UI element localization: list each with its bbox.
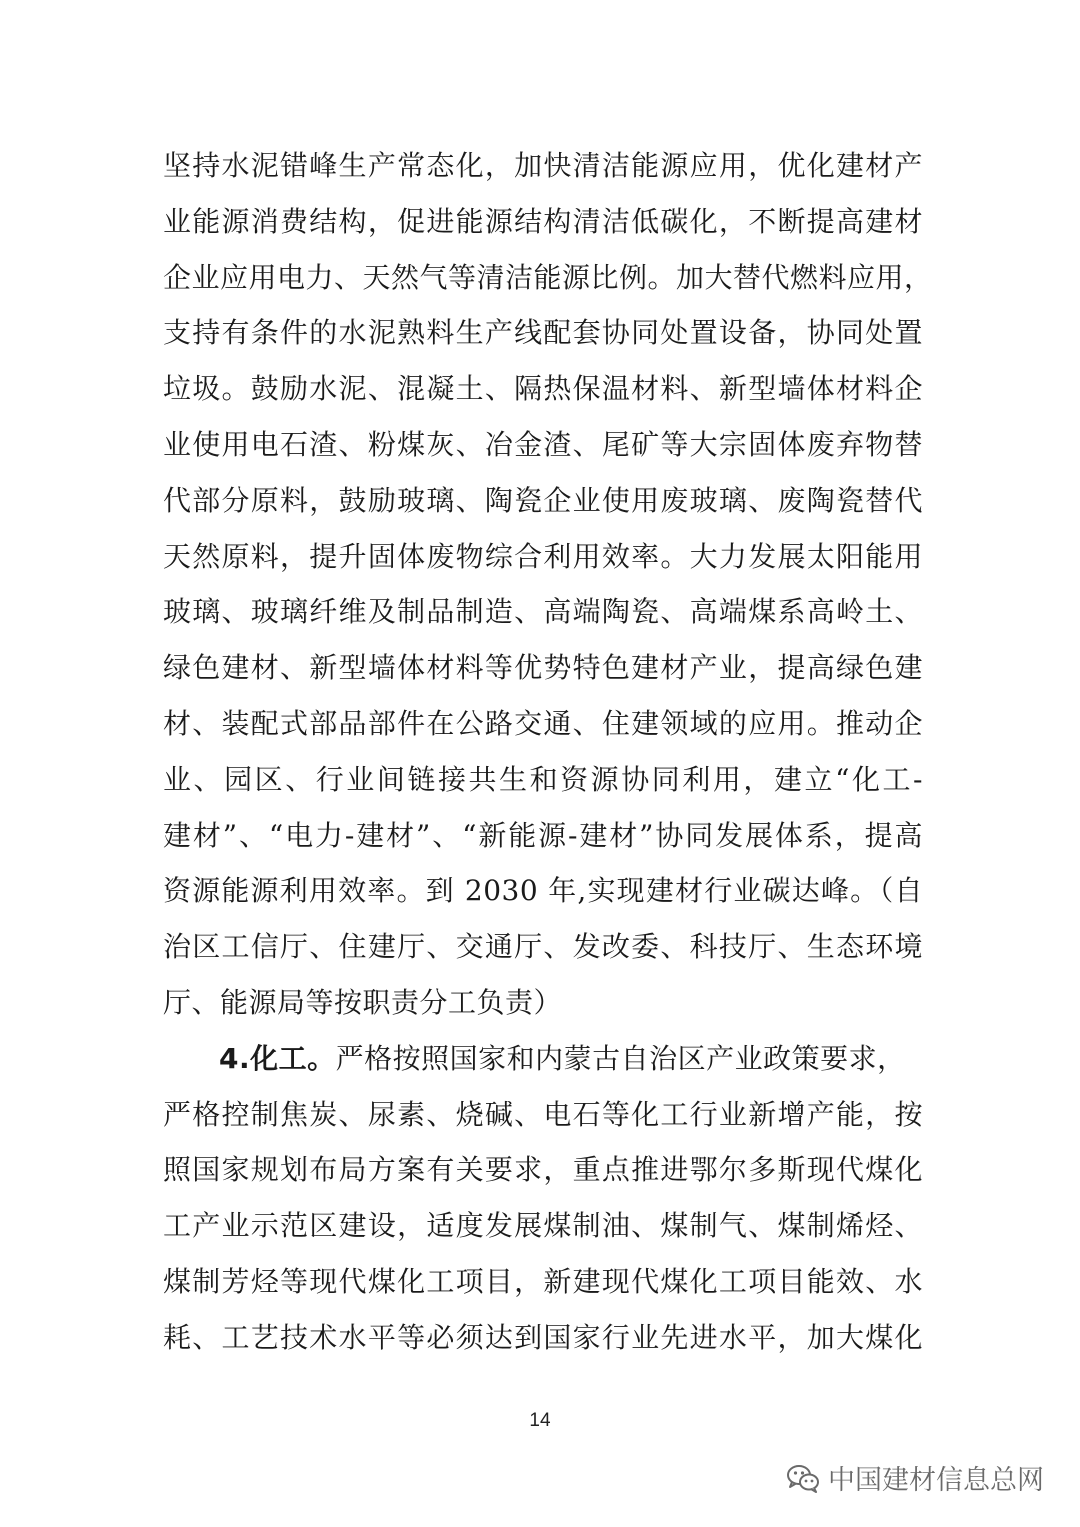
text-line: 资源能源利用效率。到 2030 年,实现建材行业碳达峰。（自 [163, 874, 923, 908]
text-line: 玻璃、玻璃纤维及制品制造、高端陶瓷、高端煤系高岭土、 [163, 595, 923, 629]
text-line: 支持有条件的水泥熟料生产线配套协同处置设备，协同处置 [163, 316, 923, 350]
text-line: 耗、工艺技术水平等必须达到国家行业先进水平，加大煤化 [163, 1320, 923, 1354]
text-line: 治区工信厅、住建厅、交通厅、发改委、科技厅、生态环境 [163, 930, 923, 964]
watermark-text: 中国建材信息总网 [828, 1465, 1044, 1496]
text-line: 照国家规划布局方案有关要求，重点推进鄂尔多斯现代煤化 [163, 1153, 923, 1187]
text-line: 垃圾。鼓励水泥、混凝土、隔热保温材料、新型墙体材料企 [163, 372, 923, 406]
text-line: 业能源消费结构，促进能源结构清洁低碳化，不断提高建材 [163, 204, 923, 238]
text-line: 厅、能源局等按职责分工负责） [163, 985, 563, 1019]
wechat-icon [786, 1463, 820, 1493]
text-line: 业、园区、行业间链接共生和资源协同利用，建立“化工- [163, 762, 923, 796]
text-line: 坚持水泥错峰生产常态化，加快清洁能源应用，优化建材产 [163, 149, 923, 182]
page-number: 14 [529, 1410, 551, 1431]
text-line: 煤制芳烃等现代煤化工项目，新建现代煤化工项目能效、水 [163, 1264, 923, 1298]
text-line: 业使用电石渣、粉煤灰、冶金渣、尾矿等大宗固体废弃物替 [163, 427, 923, 461]
text-line: 工产业示范区建设，适度发展煤制油、煤制气、煤制烯烃、 [163, 1209, 923, 1243]
watermark [786, 1458, 1044, 1497]
text-line: 企业应用电力、天然气等清洁能源比例。加大替代燃料应用， [163, 260, 933, 294]
section-4-heading: 4.化工。 [219, 1041, 336, 1075]
text-line: 严格控制焦炭、尿素、烧碱、电石等化工行业新增产能，按 [163, 1097, 923, 1131]
text-line: 建材”、“电力-建材”、“新能源-建材”协同发展体系，提高 [163, 818, 923, 852]
text-line: 材、装配式部品部件在公路交通、住建领域的应用。推动企 [163, 706, 923, 740]
body-text [163, 138, 933, 1366]
text-line: 代部分原料，鼓励玻璃、陶瓷企业使用废玻璃、废陶瓷替代 [163, 483, 923, 517]
section-4-first-line-rest: 严格按照国家和内蒙古自治区产业政策要求， [335, 1041, 906, 1075]
text-line: 天然原料，提升固体废物综合利用效率。大力发展太阳能用 [163, 539, 923, 573]
section-4-first-line [163, 1031, 923, 1087]
text-line: 绿色建材、新型墙体材料等优势特色建材产业，提高绿色建 [163, 651, 923, 685]
